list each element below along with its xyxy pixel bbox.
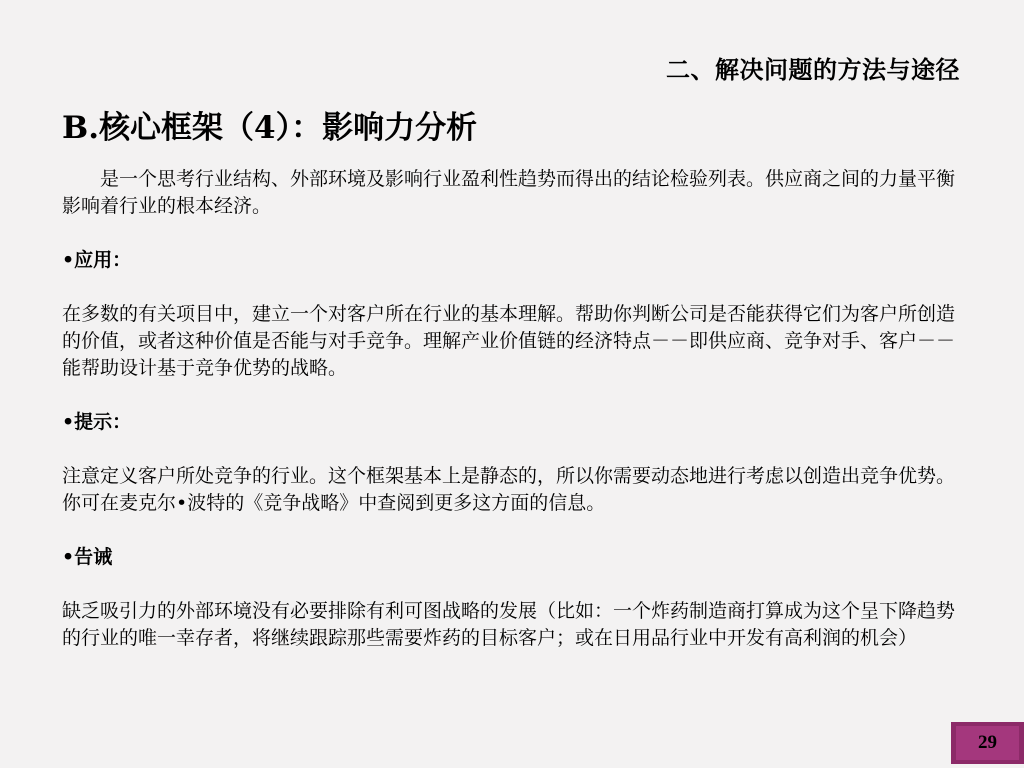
slide-title: B.核心框架（4）：影响力分析 [62,110,478,146]
slide-content [62,166,957,652]
heading-application: •应用： [62,249,132,271]
heading-tips: •提示： [62,411,132,433]
page-number: 29 [956,726,1019,760]
paragraph-tips: 注意定义客户所处竞争的行业。这个框架基本上是静态的，所以你需要动态地进行考虑以创造出竞争优势。你可在麦克尔•波特的《竞争战略》中查阅到更多这方面的信息。 [62,465,956,514]
intro-paragraph: 是一个思考行业结构、外部环境及影响行业盈利性趋势而得出的结论检验列表。供应商之间的力量平衡影响着行业的根本经济。 [62,168,956,217]
page-number-box [951,722,1024,764]
heading-warning: •告诫 [62,546,113,568]
spacer [62,382,957,409]
paragraph-warning: 缺乏吸引力的外部环境没有必要排除有利可图战略的发展（比如：一个炸药制造商打算成为这个呈下降趋势的行业的唯一幸存者，将继续跟踪那些需要炸药的目标客户；或在日用品行业中开发有高利润的机会） [62,600,956,649]
spacer [62,220,957,247]
spacer [62,436,957,463]
spacer [62,517,957,544]
section-header: 二、解决问题的方法与途径 [666,55,960,84]
paragraph-application: 在多数的有关项目中，建立一个对客户所在行业的基本理解。帮助你判断公司是否能获得它们为客户所创造的价值，或者这种价值是否能与对手竞争。理解产业价值链的经济特点－－即供应商、竞争对手、客户－－能帮助设计基于竞争优势的战略。 [62,303,956,379]
spacer [62,571,957,598]
spacer [62,274,957,301]
